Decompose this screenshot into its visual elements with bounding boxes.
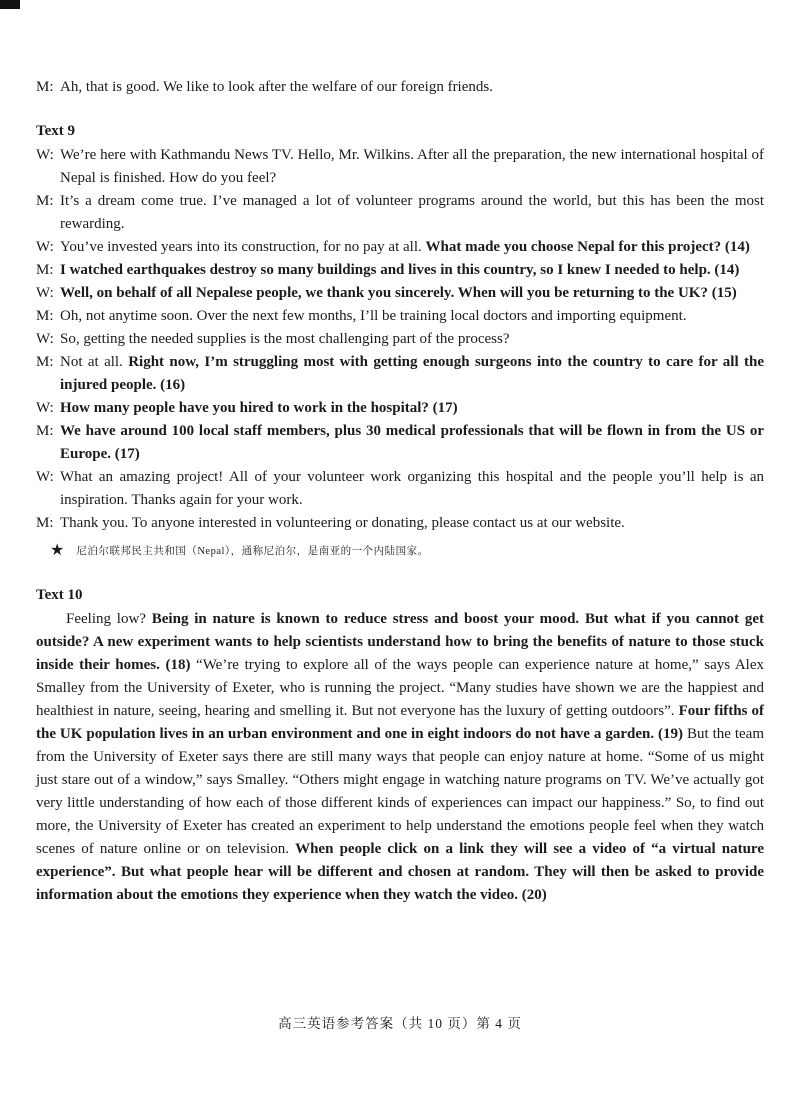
dialogue-line <box>36 351 764 397</box>
text-segment: Ah, that is good. We like to look after the welfare of our foreign friends. <box>60 79 493 95</box>
bold-text-segment: Right now, I’m struggling most with getting enough surgeons into the country to care for all the injured people. (16) <box>60 354 764 393</box>
speaker-label: W: <box>36 331 54 347</box>
speaker-label: W: <box>36 400 54 416</box>
dialogue-line <box>36 420 764 466</box>
dialogue-line <box>36 190 764 236</box>
text9-dialogue <box>36 144 764 535</box>
text-segment: Thank you. To anyone interested in volunteering or donating, please contact us at our website. <box>60 515 625 531</box>
text-segment: “We’re trying to explore all of the ways people can experience nature at home,” says Alex Smalley from the University of Exeter, who is running the project. “Many studies have shown we are the happiest and healthiest in nature, seeing, hearing and smelling it. But not everyone has the luxury of getting outdoors”. <box>36 657 765 719</box>
page-content <box>36 76 764 907</box>
dialogue-line <box>36 282 764 305</box>
dialogue-line <box>36 397 764 420</box>
text-segment: So, getting the needed supplies is the most challenging part of the process? <box>60 331 510 347</box>
bold-text-segment: How many people have you hired to work in the hospital? (17) <box>60 400 458 416</box>
speaker-label: M: <box>36 262 54 278</box>
page-footer: 高三英语参考答案（共 10 页）第 4 页 <box>278 1016 522 1031</box>
speaker-label: M: <box>36 423 54 439</box>
text-segment: Oh, not anytime soon. Over the next few months, I’ll be training local doctors and importing equipment. <box>60 308 687 324</box>
text-segment: Not at all. <box>60 354 129 370</box>
speaker-label: W: <box>36 239 54 255</box>
dialogue-line <box>36 466 764 512</box>
scan-artifact <box>0 0 20 9</box>
bold-text-segment: Four fifths of the UK population lives in an urban environment and one in eight indoors do not have a garden. (19) <box>36 703 764 742</box>
bold-text-segment: What made you choose Nepal for this project? (14) <box>425 239 750 255</box>
speaker-label: W: <box>36 147 54 163</box>
dialogue-line <box>36 236 764 259</box>
dialogue-line <box>36 144 764 190</box>
speaker-label: M: <box>36 515 54 531</box>
speaker-label: W: <box>36 469 54 485</box>
text-segment: You’ve invested years into its construction, for no pay at all. <box>60 239 426 255</box>
speaker-label: M: <box>36 354 54 370</box>
star-icon: ★ <box>50 540 65 559</box>
text-segment: What an amazing project! All of your volunteer work organizing this hospital and the people you’ll help is an inspiration. Thanks again for your work. <box>60 469 764 508</box>
bold-text-segment: We have around 100 local staff members, plus 30 medical professionals that will be flown in from the US or Europe. (17) <box>60 423 764 462</box>
text-segment: We’re here with Kathmandu News TV. Hello, Mr. Wilkins. After all the preparation, the new international hospital of Nepal is finished. How do you feel? <box>60 147 764 186</box>
bold-text-segment: I watched earthquakes destroy so many buildings and lives in this country, so I knew I needed to help. (14) <box>60 262 740 278</box>
dialogue-line <box>36 76 764 99</box>
speaker-label: M: <box>36 193 54 209</box>
speaker-label: M: <box>36 308 54 324</box>
speaker-label: W: <box>36 285 54 301</box>
text10-passage <box>36 608 764 907</box>
text-segment: Feeling low? <box>66 611 152 627</box>
bold-text-segment: Well, on behalf of all Nepalese people, we thank you sincerely. When will you be returning to the UK? (15) <box>60 285 737 301</box>
dialogue-line <box>36 512 764 535</box>
bold-text-segment: When people click on a link they will see a video of “a virtual nature experience”. But what people hear will be different and chosen at random. They will then be asked to provide information about the emotions they experience when they watch the video. (20) <box>36 841 764 903</box>
dialogue-line <box>36 259 764 282</box>
dialogue-line <box>36 328 764 351</box>
nepal-note <box>36 538 764 563</box>
speaker-label: M: <box>36 79 54 95</box>
dialogue-line <box>36 305 764 328</box>
text-segment: But the team from the University of Exeter says there are still many ways that people can enjoy nature at home. “Some of us might just stare out of a window,” says Smalley. “Others might engage in watching nature programs on TV. We’ve actually got very little understanding of how each of those different kinds of experiences can impact our happiness.” So, to find out more, the University of Exeter has created an experiment to help understand the emotions people feel when they watch scenes of nature online or on television. <box>36 726 764 857</box>
text9-heading: Text 9 <box>36 123 76 139</box>
text-segment: It’s a dream come true. I’ve managed a lot of volunteer programs around the world, but this has been the most rewarding. <box>60 193 764 232</box>
text10-heading: Text 10 <box>36 587 83 603</box>
bold-text-segment: Being in nature is known to reduce stress and boost your mood. But what if you cannot get outside? A new experiment wants to help scientists understand how to bring the benefits of nature to those stuck inside their homes. (18) <box>36 611 764 673</box>
note-text: 尼泊尔联邦民主共和国（Nepal），通称尼泊尔，是南亚的一个内陆国家。 <box>76 546 429 557</box>
